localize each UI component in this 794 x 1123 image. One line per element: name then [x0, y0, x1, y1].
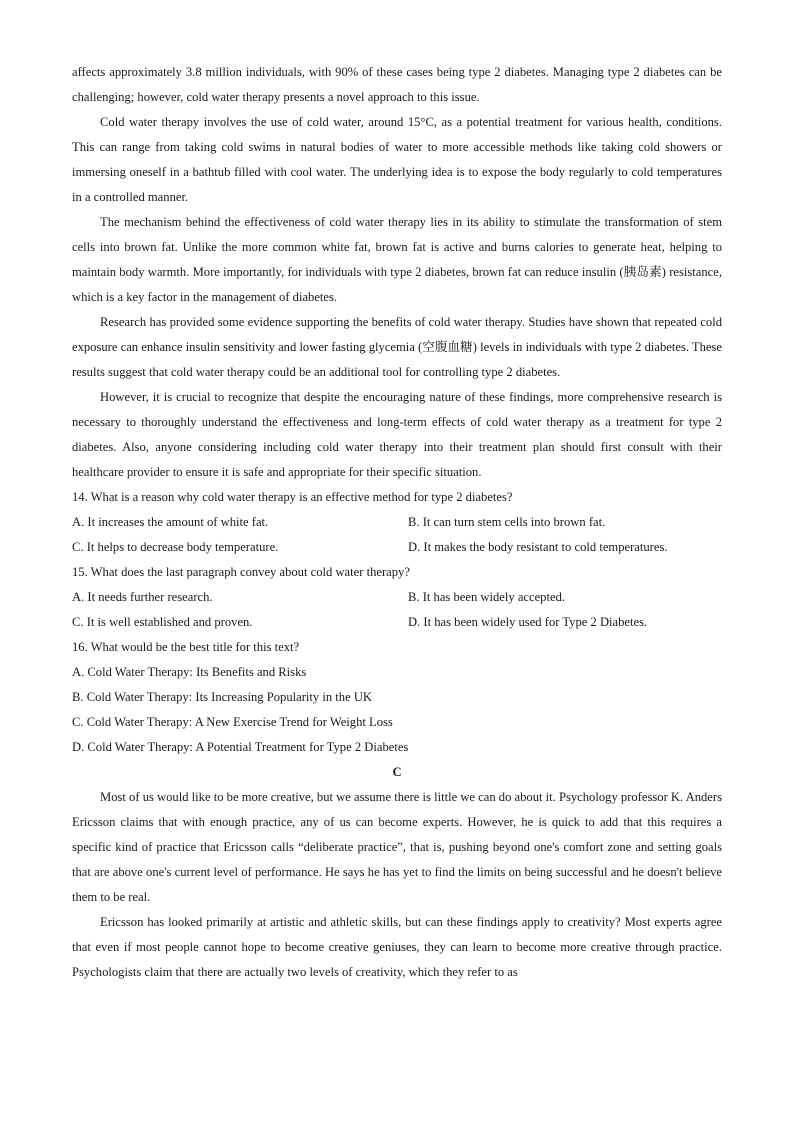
document-page [72, 60, 722, 985]
option-a: A. It needs further research. [72, 590, 213, 604]
option-row [72, 510, 722, 535]
option-b: B. It can turn stem cells into brown fat. [408, 515, 606, 529]
option-c: C. Cold Water Therapy: A New Exercise Trend for Weight Loss [72, 715, 393, 729]
passage-b-paragraph-2: Cold water therapy involves the use of cold water, around 15°C, as a potential treatment for various health, conditions. This can range from taking cold swims in natural bodies of water to more accessible methods like taking cold showers or immersing oneself in a bathtub filled with cool water. The underlying idea is to expose the body regularly to cold temperatures in a controlled manner. [72, 115, 722, 204]
question-stem: 16. What would be the best title for this text? [72, 640, 300, 654]
question-stem: 15. What does the last paragraph convey about cold water therapy? [72, 565, 410, 579]
passage-b-paragraph-3: The mechanism behind the effectiveness of cold water therapy lies in its ability to stimulate the transformation of stem cells into brown fat. Unlike the more common white fat, brown fat is active and burns calories to generate heat, helping to maintain body warmth. More importantly, for individuals with type 2 diabetes, brown fat can reduce insulin (胰岛素) resistance, which is a key factor in the management of diabetes. [72, 215, 722, 304]
option-d: D. It makes the body resistant to cold temperatures. [408, 540, 668, 554]
option-d: D. Cold Water Therapy: A Potential Treatment for Type 2 Diabetes [72, 740, 409, 754]
option-a: A. It increases the amount of white fat. [72, 515, 269, 529]
passage-b-paragraph-5: However, it is crucial to recognize that despite the encouraging nature of these findings, more comprehensive research is necessary to thoroughly understand the effectiveness and long-term effects of cold water therapy as a treatment for type 2 diabetes. Also, anyone considering including cold water therapy into their treatment plan should first consult with their healthcare provider to ensure it is safe and appropriate for their specific situation. [72, 390, 722, 479]
passage-b-paragraph-1: affects approximately 3.8 million individuals, with 90% of these cases being type 2 diabetes. Managing type 2 diabetes can be challenging; however, cold water therapy presents a novel approach to this issue. [72, 65, 722, 104]
question-15 [72, 560, 722, 635]
option-d: D. It has been widely used for Type 2 Diabetes. [408, 615, 648, 629]
question-stem: 14. What is a reason why cold water therapy is an effective method for type 2 diabetes? [72, 490, 513, 504]
question-16 [72, 635, 722, 760]
passage-c-paragraph-1: Most of us would like to be more creative, but we assume there is little we can do about it. Psychology professor K. Anders Ericsson claims that with enough practice, any of us can become experts. However, he is quick to add that this requires a specific kind of practice that Ericsson calls “deliberate practice”, that is, pushing beyond one's comfort zone and setting goals that are above one's current level of performance. He says he has yet to find the limits on being successful and he doesn't believe them to be real. [72, 790, 722, 904]
passage-c-paragraph-2: Ericsson has looked primarily at artistic and athletic skills, but can these findings apply to creativity? Most experts agree that even if most people cannot hope to become creative geniuses, they can learn to become more creative through practice. Psychologists claim that there are actually two levels of creativity, which they refer to as [72, 915, 722, 979]
section-heading-c: C [392, 765, 402, 779]
option-c: C. It is well established and proven. [72, 615, 253, 629]
option-c: C. It helps to decrease body temperature. [72, 540, 279, 554]
option-a: A. Cold Water Therapy: Its Benefits and Risks [72, 665, 307, 679]
option-row [72, 535, 722, 560]
option-b: B. Cold Water Therapy: Its Increasing Popularity in the UK [72, 690, 373, 704]
option-b: B. It has been widely accepted. [408, 590, 566, 604]
option-row [72, 585, 722, 610]
question-14 [72, 485, 722, 560]
option-row [72, 610, 722, 635]
passage-b-paragraph-4: Research has provided some evidence supporting the benefits of cold water therapy. Studies have shown that repeated cold exposure can enhance insulin sensitivity and lower fasting glycemia (空腹血糖) levels in individuals with type 2 diabetes. These results suggest that cold water therapy could be an additional tool for controlling type 2 diabetes. [72, 315, 722, 379]
